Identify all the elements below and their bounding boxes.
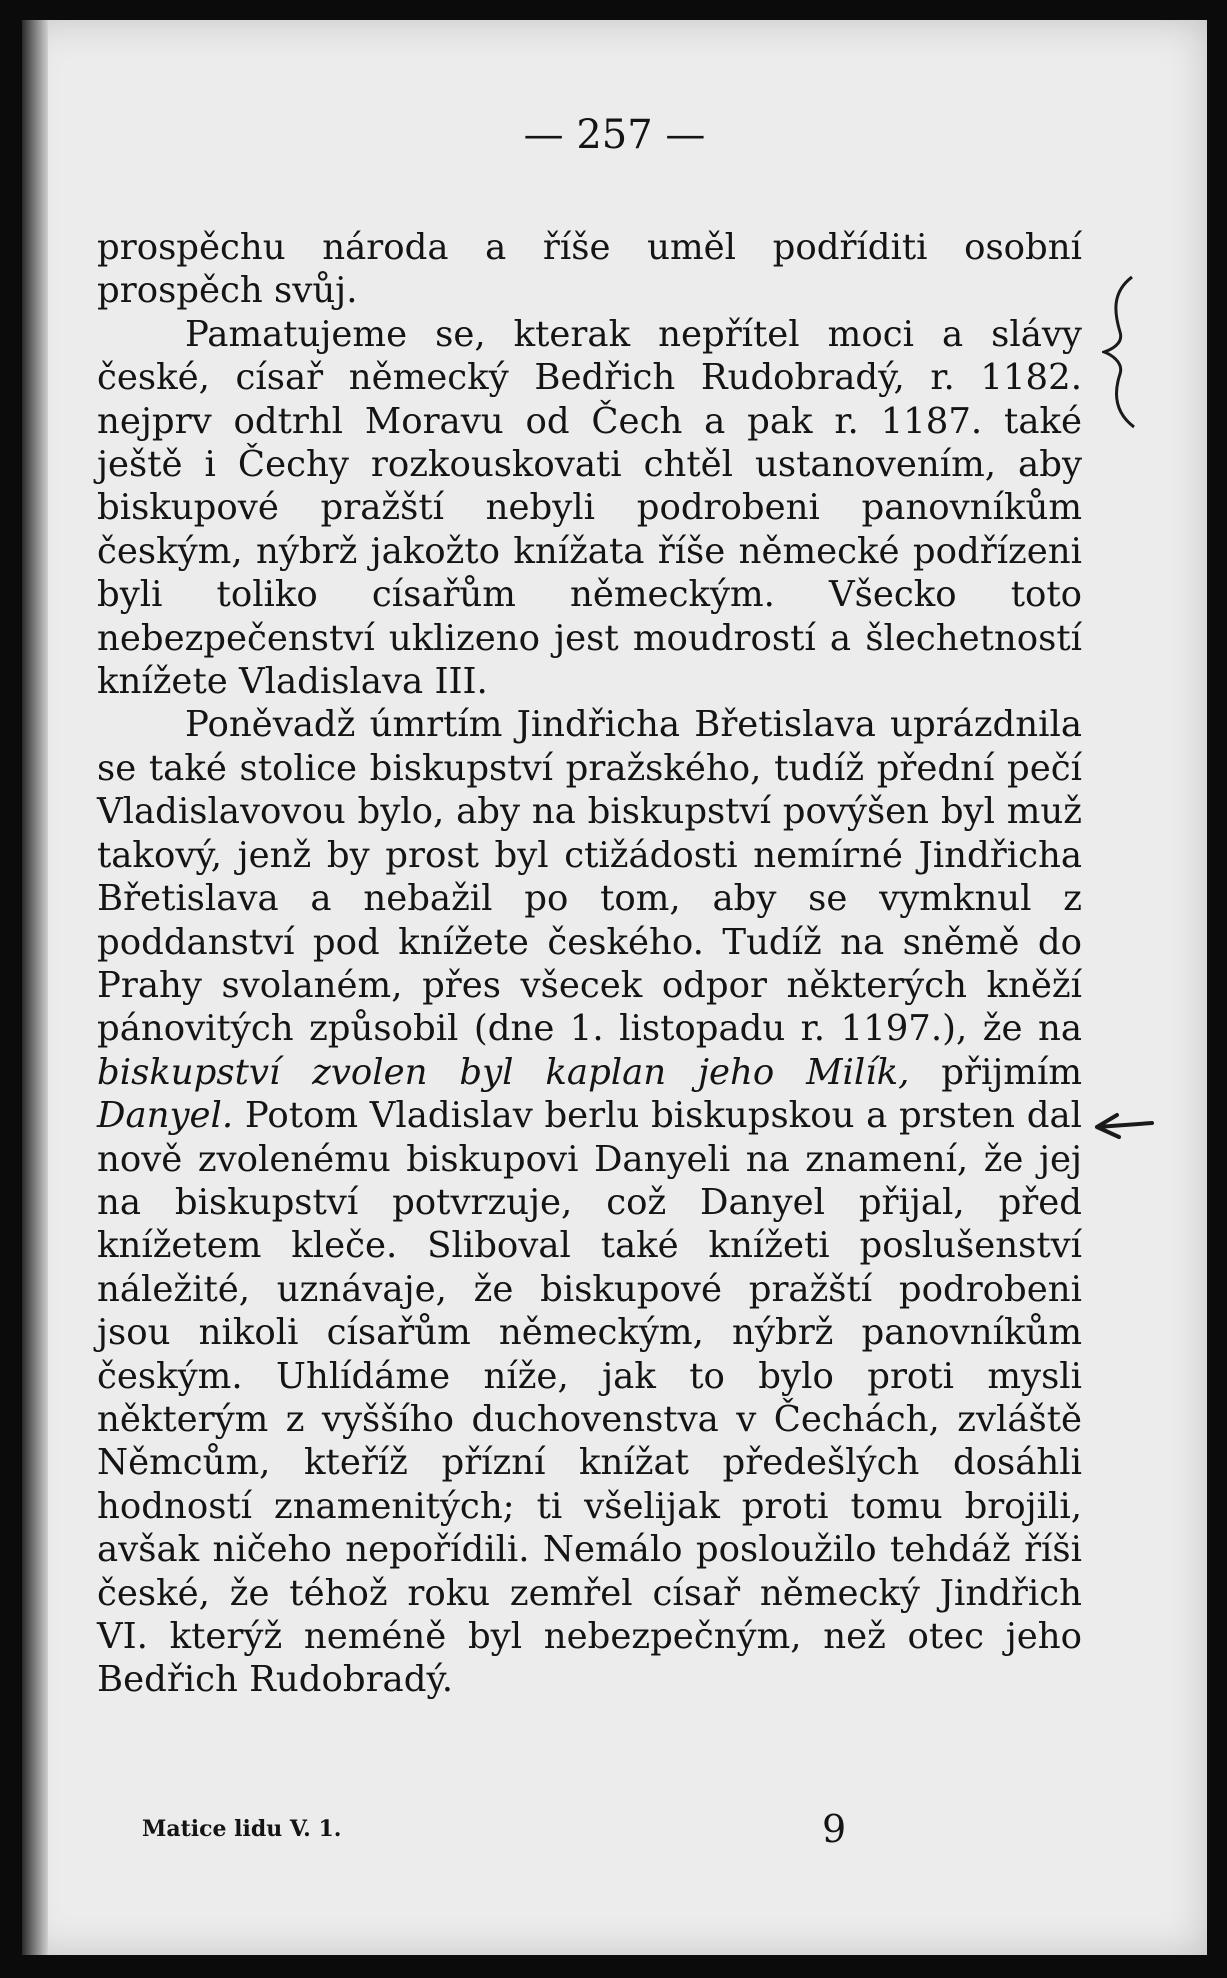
paragraph-2: Pamatujeme se, kterak nepřítel moci a slávy české, císař německý Bedřich Rudobradý, r. 1182. nejprv odtrhl Moravu od Čech a pak r. 1187. také ještě i Čechy rozkouskovati chtěl ustanovením, aby biskupové pražští nebyli podrobeni panovníkům českým, nýbrž jakožto knížata říše německé podřízeni byli toliko císařům německým. Všecko toto nebezpečenství uklizeno jest moudrostí a šlechetností knížete Vladislava III. [97,313,1082,703]
paragraph-3 [97,703,1082,1701]
body-text [97,226,1082,1702]
signature-mark: 9 [822,1807,847,1851]
margin-arrow-annotation [1087,1105,1157,1145]
book-spine-shadow [22,20,48,1955]
page-number: — 257 — [523,112,706,158]
paragraph-1: prospěchu národa a říše uměl podříditi osobní prospěch svůj. [97,227,1082,312]
paragraph-3-text-a: Poněvadž úmrtím Jindřicha Břetislava uprázdnila se také stolice biskupství pražského, tudíž přední pečí Vladislavovou bylo, aby na biskupství povýšen byl muž takový, jenž by prost byl ctižádosti nemírné Jindřicha Břetislava a nebažil po tom, aby se vymknul z poddanství pod knížete českého. Tudíž na sněmě do Prahy svolaném, přes všecek odpor některých kněží pánovitých způsobil (dne 1. listopadu r. 1197.), že na [97,704,1082,1050]
paragraph-3-text-b: přijmím [909,1051,1082,1093]
imprint: Matice lidu V. 1. [142,1816,342,1842]
paragraph-3-text-c: Potom Vladislav berlu biskupskou a prsten dal nově zvolenému biskupovi Danyeli na znamení, že jej na biskupství potvrzuje, což Danyel přijal, před knížetem kleče. Sliboval také knížeti poslušenství náležité, uznávaje, že biskupové pražští podrobeni jsou nikoli císařům německým, nýbrž panovníkům českým. Uhlídáme níže, jak to bylo proti mysli některým z vyššího duchovenstva v Čechách, zvláště Němcům, kteříž přízní knížat předešlých dosáhli hodností znamenitých; ti všelijak proti tomu brojili, avšak ničeho nepořídili. Nemálo posloužilo tehdáž říši české, že téhož roku zemřel císař německý Jindřich VI. kterýž neméně byl nebezpečným, než otec jeho Bedřich Rudobradý. [97,1095,1082,1701]
paragraph-3-italic-b: Danyel. [97,1095,234,1137]
book-page [22,20,1207,1955]
paragraph-3-italic-a: biskupství zvolen byl kaplan jeho Milík, [97,1051,910,1093]
margin-brace-annotation [1102,272,1142,432]
